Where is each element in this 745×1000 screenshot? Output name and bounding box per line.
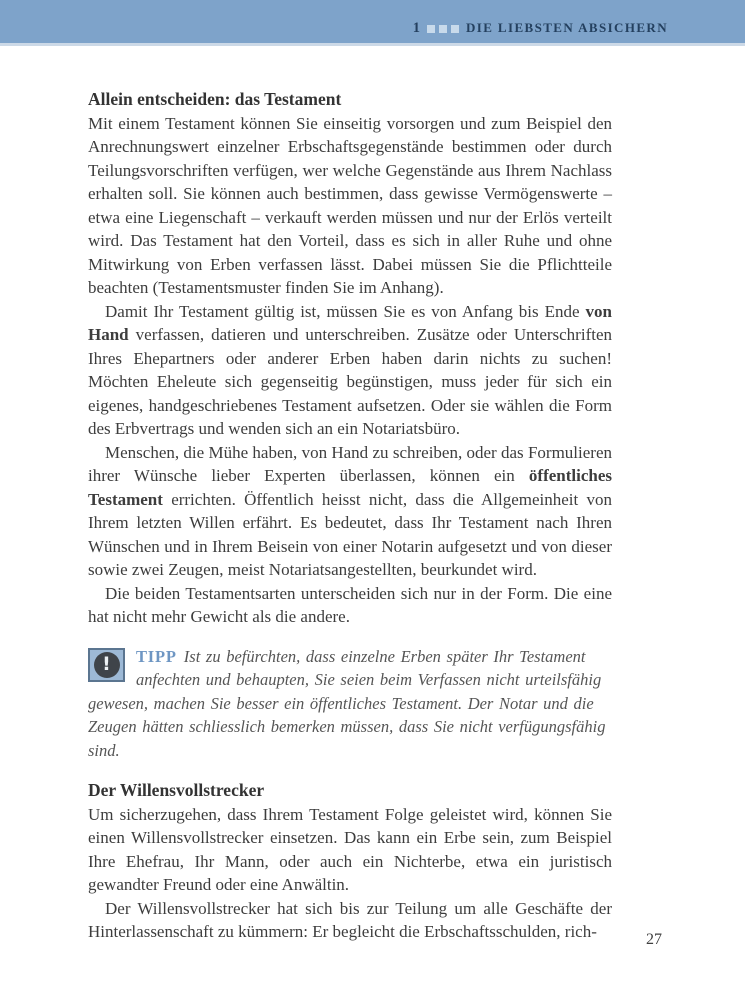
exclamation-icon-circle — [94, 652, 120, 678]
paragraph — [88, 803, 612, 897]
paragraph — [88, 582, 612, 629]
body-text: Der Willensvollstrecker hat sich bis zur Teilung um alle Geschäfte der Hinterlassenschaft zu kümmern: Er begleicht die Erbschaftsschulden, rich- — [88, 898, 612, 941]
body-text: Die beiden Testamentsarten unterscheiden sich nur in der Form. Die eine hat nicht mehr Gewicht als die andere. — [88, 583, 612, 626]
body-text: Mit einem Testament können Sie einseitig vorsorgen und zum Beispiel den Anrechnungswert einzelner Erbschaftsgegenstände bestimmen oder durch Teilungsvorschriften verfügen, wer welche Gegenstände aus Ihrem Nachlass erhalten soll. Sie können auch bestimmen, dass gewisse Vermögenswerte – etwa eine Liegenschaft – verkauft werden müssen und nur der Erlös verteilt wird. Das Testament hat den Vorteil, dass es sich in aller Ruhe und ohne Mitwirkung von Erben verfassen lässt. Dabei müssen Sie die Pflichtteile beachten (Testamentsmuster finden Sie im Anhang). — [88, 113, 612, 297]
square-icon — [451, 25, 459, 33]
square-icon — [439, 25, 447, 33]
chapter-marker-squares — [427, 25, 459, 33]
section-willensvollstrecker — [88, 779, 612, 944]
square-icon — [427, 25, 435, 33]
tip-label: TIPP — [136, 646, 177, 666]
section-paragraphs — [88, 803, 612, 944]
paragraph — [88, 300, 612, 441]
body-text: Menschen, die Mühe haben, von Hand zu schreiben, oder das Formulieren ihrer Wünsche lieber Experten überlassen, können ein — [88, 442, 612, 485]
emphasized-text: von Hand — [88, 301, 612, 344]
body-text: Um sicherzugehen, dass Ihrem Testament Folge geleistet wird, können Sie einen Willensvollstrecker einsetzen. Das kann ein Erbe sein, zum Beispiel Ihre Ehefrau, Ihr Mann, oder auch ein Nichterbe, etwa ein juristisch gewandter Freund oder eine Anwältin. — [88, 804, 612, 894]
section-heading: Allein entscheiden: das Testament — [88, 89, 342, 109]
exclamation-icon — [88, 648, 125, 682]
chapter-title: DIE LIEBSTEN ABSICHERN — [465, 20, 668, 35]
paragraph — [88, 441, 612, 582]
body-text: Damit Ihr Testament gültig ist, müssen Sie es von Anfang bis Ende — [105, 301, 586, 321]
page-number: 27 — [646, 931, 662, 948]
section-heading: Der Willensvollstrecker — [88, 780, 265, 800]
chapter-number: 1 — [412, 20, 420, 36]
body-text: verfassen, datieren und unterschreiben. Zusätze oder Unterschriften Ihres Ehepartners oder anderer Erben haben darin nichts zu suchen! Möchten Eheleute sich gegenseitig begünstigen, muss jeder für sich ein eigenes, handgeschriebenes Testament aufsetzen. Oder sie wählen die Form des Erbvertrags und wenden sich an ein Notariatsbüro. — [88, 325, 612, 438]
tip-text: Ist zu befürchten, dass einzelne Erben später Ihr Testament anfechten und behaupten, Sie seien beim Verfassen nicht urteilsfähig gewesen, machen Sie besser ein öffentliches Testament. Der Notar und die Zeugen hätten schliesslich bemerken müssen, dass Sie nicht verfügungsfähig sind. — [88, 646, 606, 760]
tip-box — [88, 645, 612, 763]
paragraph — [88, 112, 612, 300]
body-text: errichten. Öffentlich heisst nicht, dass die Allgemeinheit von Ihrem letzten Willen erfährt. Es bedeutet, dass Ihr Testament nach Ihren Wünschen und in Ihrem Beisein von einer Notarin aufgesetzt und von dieser sowie zwei Zeugen, meist Notariatsangestellten, beurkundet wird. — [88, 489, 612, 579]
paragraph — [88, 897, 612, 944]
section-paragraphs — [88, 112, 612, 629]
exclamation-icon-glyph: ! — [102, 653, 111, 675]
section-testament — [88, 88, 612, 629]
text-column — [88, 88, 612, 944]
chapter-header-bar — [0, 0, 745, 46]
emphasized-text: öffentliches Testament — [88, 466, 612, 509]
